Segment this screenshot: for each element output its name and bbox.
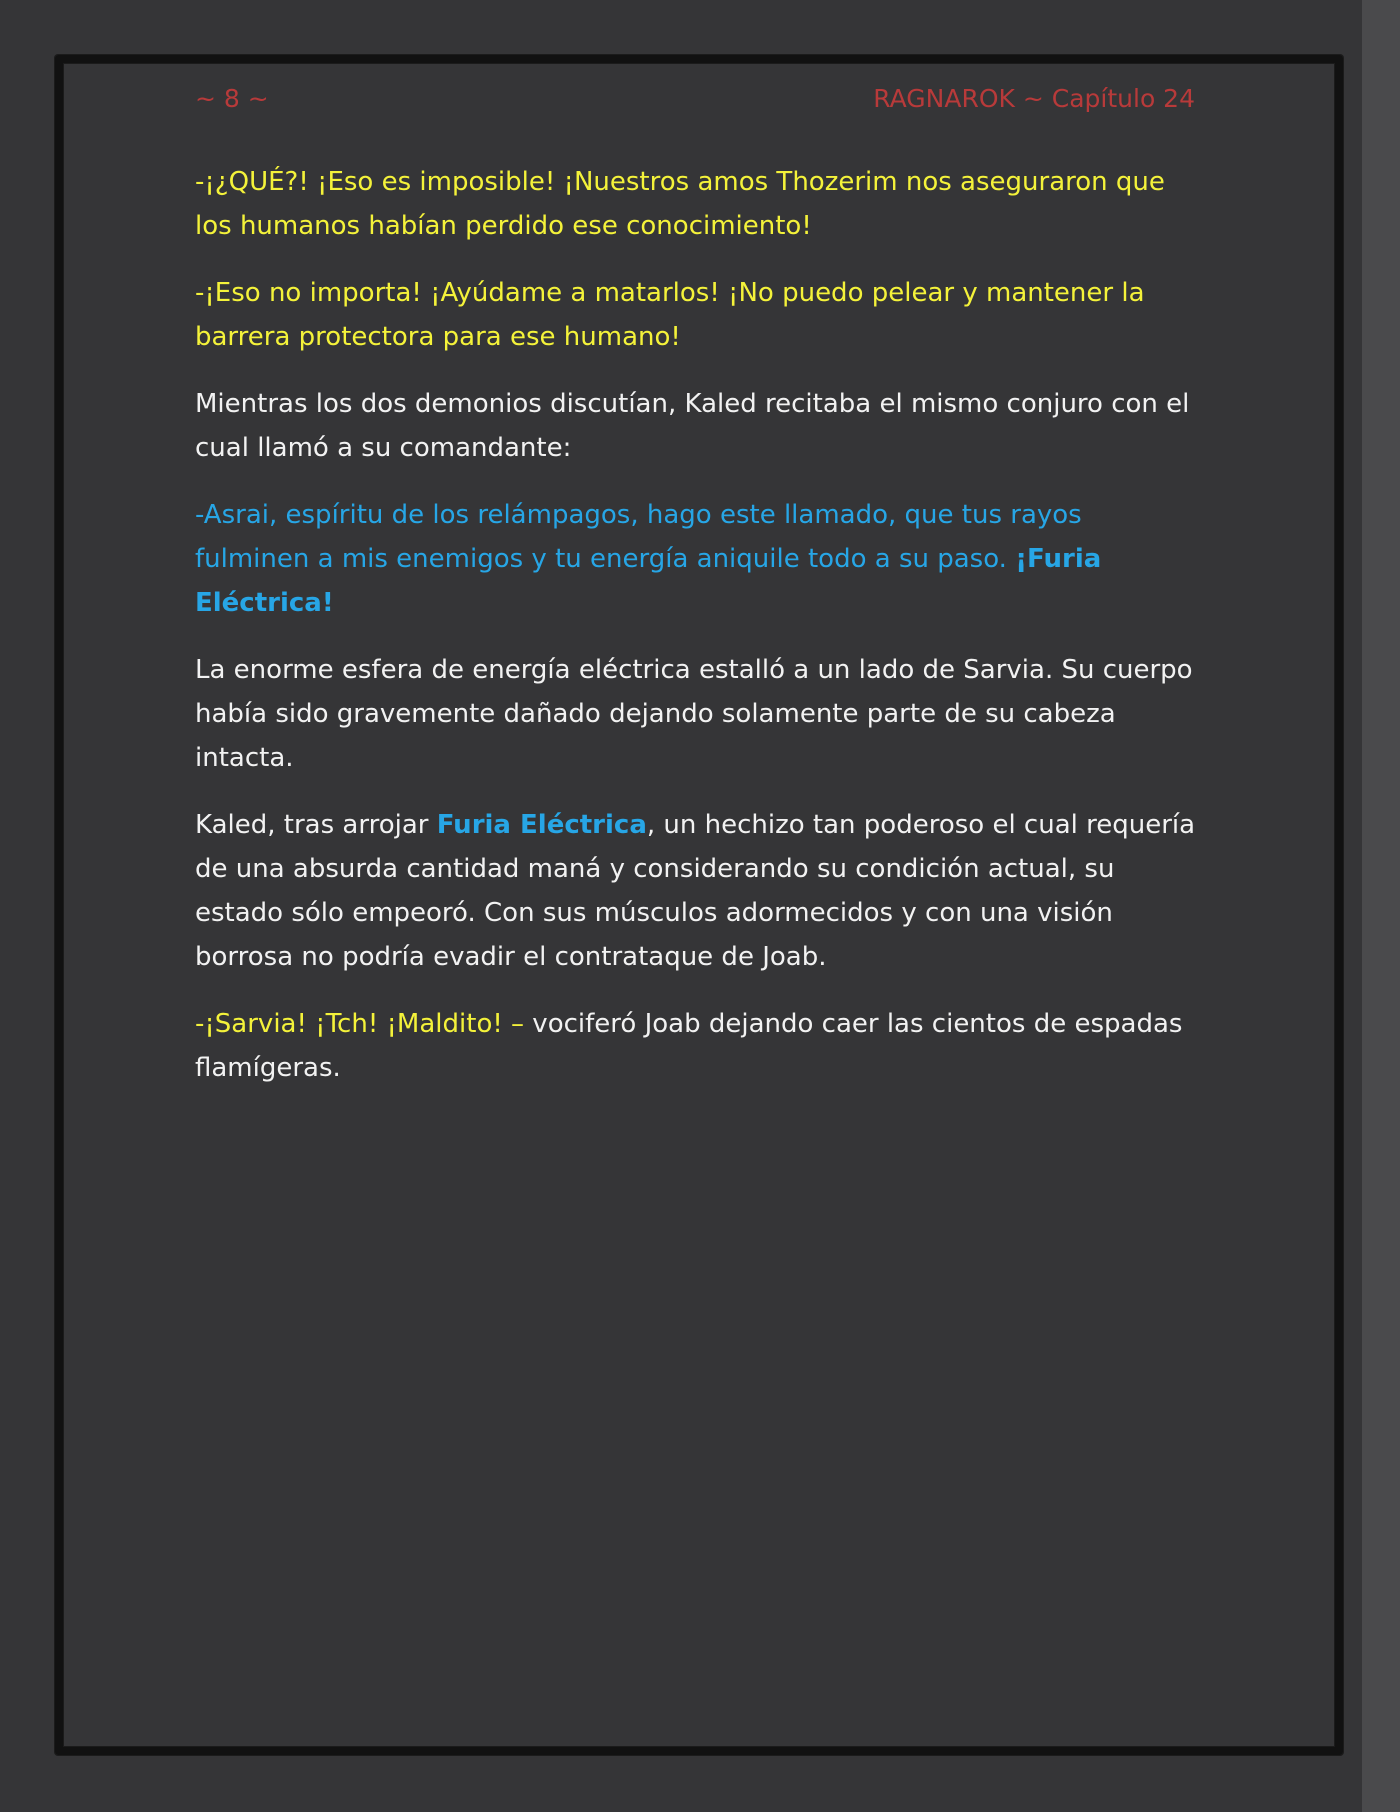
spell-chant-paragraph: [195, 493, 1200, 625]
narration-paragraph: Mientras los dos demonios discutían, Kaled recitaba el mismo conjuro con el cual llamó a su comandante:: [195, 389, 1190, 463]
narration-paragraph: La enorme esfera de energía eléctrica estalló a un lado de Sarvia. Su cuerpo había sido gravemente dañado dejando solamente parte de su cabeza intacta.: [195, 655, 1193, 773]
dialogue-paragraph: -¡¿QUÉ?! ¡Eso es imposible! ¡Nuestros amos Thozerim nos aseguraron que los humanos habían perdido ese conocimiento!: [195, 167, 1165, 241]
mixed-paragraph: [195, 1002, 1200, 1090]
spell-chant-text: -Asrai, espíritu de los relámpagos, hago este llamado, que tus rayos fulminen a mis enemigos y tu energía aniquile todo a su paso.: [195, 500, 1082, 574]
narration-paragraph: [195, 803, 1200, 979]
narration-text: Kaled, tras arrojar: [195, 810, 437, 840]
page-header: [195, 84, 1195, 124]
dialogue-paragraph: -¡Eso no importa! ¡Ayúdame a matarlos! ¡No puedo pelear y mantener la barrera protectora para ese humano!: [195, 278, 1145, 352]
running-title: RAGNAROK ~ Capítulo 24: [873, 84, 1195, 113]
spell-name: ¡Furia Eléctrica!: [195, 544, 1102, 618]
page-edge: [1362, 0, 1400, 1812]
dialogue-text: -¡Sarvia! ¡Tch! ¡Maldito! –: [195, 1009, 525, 1039]
spell-name: Furia Eléctrica: [436, 810, 647, 840]
narration-text: , un hechizo tan poderoso el cual requería de una absurda cantidad maná y considerando su condición actual, su estado sólo empeoró. Con sus músculos adormecidos y con una visión borrosa no podría evadir el contrataque de Joab.: [195, 810, 1196, 972]
page-number: ~ 8 ~: [195, 84, 269, 113]
narration-text: vociferó Joab dejando caer las cientos de espadas flamígeras.: [195, 1009, 1183, 1083]
page-body: [195, 160, 1200, 1113]
